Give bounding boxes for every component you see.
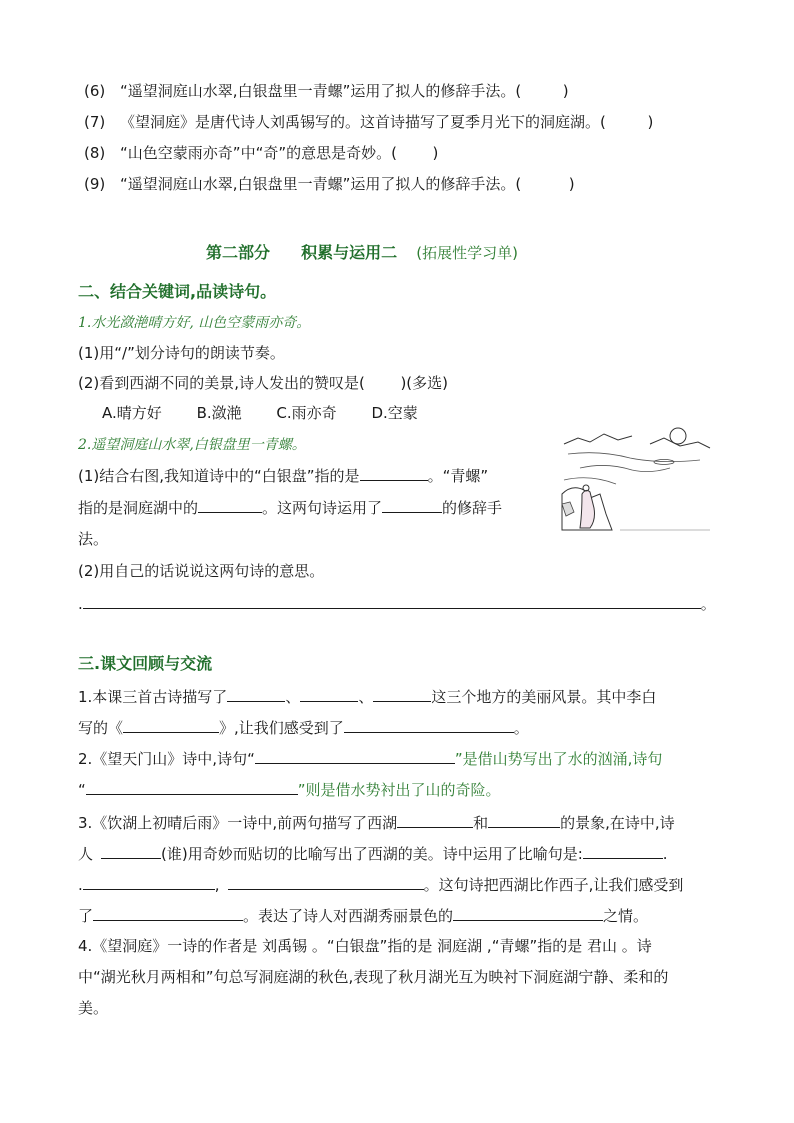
q1-part2 — [78, 373, 448, 393]
s3-text: 、 — [285, 688, 301, 706]
q1-poem: 1.水光潋滟晴方好, 山色空蒙雨亦奇。 — [78, 315, 311, 331]
s3-text: 了 — [78, 907, 94, 925]
answer-blank[interactable] — [83, 874, 215, 890]
s3-text: 。 — [513, 719, 529, 737]
s3-text: 这三个地方的美丽风景。其中李白 — [431, 688, 657, 706]
judge-item-8 — [84, 143, 438, 163]
q1-part2-end: )(多选) — [400, 374, 448, 392]
option-d[interactable]: D.空蒙 — [371, 404, 418, 422]
s3-q3-line4 — [78, 905, 648, 926]
s3-text: 和 — [473, 814, 489, 832]
answer-blank[interactable] — [488, 812, 560, 828]
answer-blank[interactable] — [360, 465, 428, 481]
part2-tag: (拓展性学习单) — [416, 244, 518, 262]
s3-text: 之情。 — [603, 907, 649, 925]
answer-blank[interactable] — [453, 905, 603, 921]
s3-q4-line2: 中“湖光秋月两相和”句总写洞庭湖的秋色,表现了秋月湖光互为映衬下洞庭湖宁静、柔和的 — [78, 968, 669, 986]
answer-blank[interactable] — [382, 497, 442, 513]
s3-text: ”则是借水势衬出了山的奇险。 — [297, 781, 501, 799]
q2-answer-line — [78, 593, 716, 614]
item-text: “山色空蒙雨亦奇”中“奇”的意思是奇妙。( — [120, 144, 397, 162]
s3-q3-line3 — [78, 874, 683, 895]
answer-blank[interactable] — [198, 497, 262, 513]
answer-blank[interactable] — [373, 686, 431, 702]
q2-part1-line3: 法。 — [78, 530, 109, 548]
judge-item-9 — [84, 174, 575, 194]
q1-options — [102, 403, 418, 423]
s3-text: “ — [78, 781, 86, 799]
answer-blank[interactable] — [344, 717, 514, 733]
s3-text: 》,让我们感受到了 — [219, 719, 344, 737]
answer-blank[interactable] — [93, 905, 243, 921]
item-number: (8) — [84, 144, 106, 162]
part2-title: 第二部分 — [206, 243, 271, 262]
q1-part2-text: (2)看到西湖不同的美景,诗人发出的赞叹是( — [78, 374, 365, 392]
lake-illustration — [560, 424, 712, 534]
item-end: ) — [432, 144, 439, 162]
q2-answer-end: 。 — [700, 595, 716, 613]
item-number: (9) — [84, 175, 106, 193]
answer-blank[interactable] — [397, 812, 473, 828]
option-a[interactable]: A.晴方好 — [102, 404, 162, 422]
q2-text: (1)结合右图,我知道诗中的“白银盘”指的是 — [78, 467, 360, 485]
s3-text: . — [662, 845, 668, 863]
s3-q1-line1 — [78, 686, 656, 707]
item-text: “遥望洞庭山水翠,白银盘里一青螺”运用了拟人的修辞手法。( — [120, 82, 522, 100]
judge-item-6 — [84, 81, 569, 101]
item-end: ) — [562, 82, 569, 100]
q2-text: 的修辞手 — [442, 499, 503, 517]
q2-part2: (2)用自己的话说说这两句诗的意思。 — [78, 562, 325, 580]
section-2-heading: 二、结合关键词,品读诗句。 — [78, 282, 277, 301]
s3-text: 人 — [78, 845, 94, 863]
section-3-heading: 三.课文回顾与交流 — [78, 654, 213, 673]
s3-q3-line1 — [78, 812, 675, 833]
item-text: “遥望洞庭山水翠,白银盘里一青螺”运用了拟人的修辞手法。( — [120, 175, 522, 193]
q2-text: 。这两句诗运用了 — [262, 499, 383, 517]
q2-poem: 2.遥望洞庭山水翠,白银盘里一青螺。 — [78, 437, 306, 453]
answer-blank[interactable] — [300, 686, 358, 702]
answer-blank[interactable] — [228, 874, 424, 890]
s3-q4-line1: 4.《望洞庭》一诗的作者是 刘禹锡 。“白银盘”指的是 洞庭湖 ,“青螺”指的是 君山 。诗 — [78, 937, 652, 955]
s3-text: 写的《 — [78, 719, 124, 737]
s3-text: 3.《饮湖上初晴后雨》一诗中,前两句描写了西湖 — [78, 814, 398, 832]
s3-q3-line2 — [78, 843, 668, 864]
q2-text: 。“青螺” — [427, 467, 489, 485]
s3-text: 的景象,在诗中,诗 — [560, 814, 675, 832]
s3-text: , — [214, 876, 220, 894]
s3-text: (谁)用奇妙而贴切的比喻写出了西湖的美。诗中运用了比喻句是: — [161, 845, 583, 863]
answer-blank[interactable] — [123, 717, 219, 733]
item-number: (7) — [84, 113, 106, 131]
item-number: (6) — [84, 82, 106, 100]
s3-text: 。这句诗把西湖比作西子,让我们感受到 — [423, 876, 684, 894]
answer-blank[interactable] — [255, 748, 455, 764]
option-b[interactable]: B.潋滟 — [196, 404, 242, 422]
s3-q2-line2 — [78, 779, 501, 800]
s3-q2-line1 — [78, 748, 662, 769]
s3-text: 2.《望天门山》诗中,诗句“ — [78, 750, 255, 768]
s3-text: . — [78, 876, 83, 894]
answer-blank[interactable] — [83, 593, 701, 609]
s3-text: 。表达了诗人对西湖秀丽景色的 — [243, 907, 454, 925]
s3-text: ”是借山势写出了水的汹涌,诗句 — [454, 750, 663, 768]
item-end: ) — [568, 175, 575, 193]
judge-item-7 — [84, 112, 653, 132]
part2-title-line — [206, 243, 518, 263]
item-text: 《望洞庭》是唐代诗人刘禹锡写的。这首诗描写了夏季月光下的洞庭湖。( — [120, 113, 606, 131]
answer-blank[interactable] — [101, 843, 161, 859]
q2-text: 指的是洞庭湖中的 — [78, 499, 199, 517]
s3-text: 、 — [358, 688, 374, 706]
item-end: ) — [647, 113, 654, 131]
s3-q4-line3: 美。 — [78, 999, 109, 1017]
answer-blank[interactable] — [583, 843, 663, 859]
part2-subtitle: 积累与运用二 — [301, 243, 398, 262]
q2-part1-line2 — [78, 497, 502, 518]
s3-text: 1.本课三首古诗描写了 — [78, 688, 228, 706]
option-c[interactable]: C.雨亦奇 — [276, 404, 337, 422]
answer-blank[interactable] — [227, 686, 285, 702]
q1-part1: (1)用“/”划分诗句的朗读节奏。 — [78, 344, 285, 362]
answer-blank[interactable] — [86, 779, 298, 795]
q2-answer-start: . — [78, 595, 83, 613]
q2-part1-line1 — [78, 465, 488, 486]
s3-q1-line2 — [78, 717, 529, 738]
